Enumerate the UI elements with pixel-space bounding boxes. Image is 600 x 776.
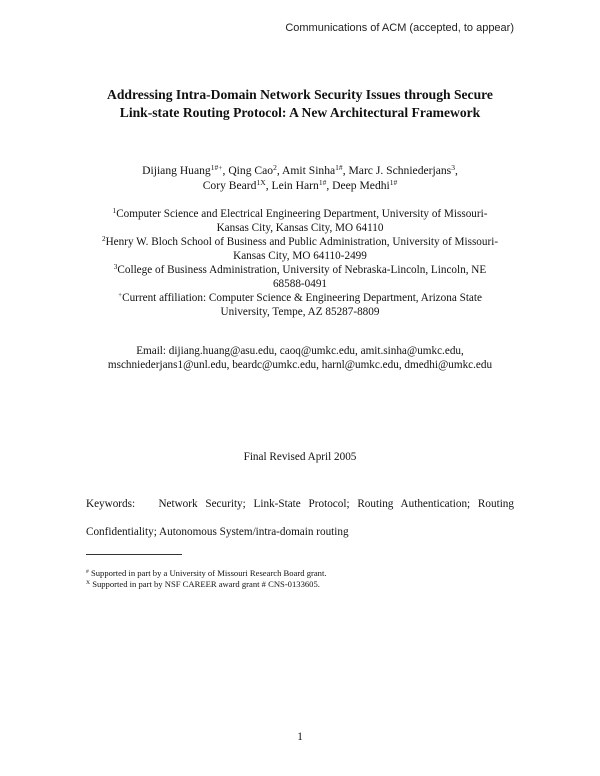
- author-mark: 1#+: [210, 162, 223, 172]
- page-number: 1: [297, 731, 303, 743]
- title-line-2: Link-state Routing Protocol: A New Architectural Framework: [119, 105, 481, 120]
- revision-date: Final Revised April 2005: [243, 451, 357, 463]
- affiliation-2-cont: Kansas City, MO 64110-2499: [233, 250, 367, 262]
- footnote-text: Supported in part by NSF CAREER award grant # CNS-0133605.: [92, 579, 320, 589]
- affiliation-text: College of Business Administration, University of Nebraska-Lincoln, Lincoln, NE: [117, 264, 487, 276]
- footnote-rule: [86, 554, 182, 555]
- affiliation-1-cont: Kansas City, Kansas City, MO 64110: [216, 222, 384, 234]
- footnote-mark: #: [86, 568, 89, 575]
- keywords: [86, 490, 514, 546]
- footnote-2: [86, 579, 516, 590]
- author-line-1: Dijiang Huang$^{1\#+}$, Qing Cao$^2$, Amit Sinha$^{1\#}$, Marc J. Schniederjans$^3$,: [142, 162, 458, 177]
- author-name: Marc J. Schniederjans: [348, 164, 452, 177]
- author-name: Qing Cao: [228, 164, 274, 177]
- affiliation-text: Computer Science and Electrical Engineering Department, University of Missouri-: [116, 208, 488, 220]
- author-mark: 1X: [256, 177, 266, 187]
- affiliation-3: [60, 263, 540, 277]
- email-line-1: Email: dijiang.huang@asu.edu, caoq@umkc.edu, amit.sinha@umkc.edu,: [136, 345, 464, 357]
- affiliation-text: Henry W. Bloch School of Business and Public Administration, University of Missouri-: [105, 236, 499, 248]
- author-name: Lein Harn: [271, 179, 319, 192]
- affiliation-mark: 2: [101, 235, 106, 243]
- affiliation-2: [60, 235, 540, 249]
- author-mark: 1#: [389, 177, 398, 187]
- footnotes: [86, 568, 516, 590]
- email-block: [40, 344, 560, 372]
- author-list: [50, 163, 550, 193]
- author-line-2: Cory Beard$^{1X}$, Lein Harn$^{1\#}$, Deep Medhi$^{1\#}$: [202, 177, 398, 192]
- keywords-label: Keywords:: [86, 498, 136, 510]
- affiliation-mark: 1: [112, 207, 117, 215]
- affiliation-mark: +: [118, 291, 123, 299]
- affiliation-3-cont: 68588-0491: [272, 278, 328, 290]
- email-line-2: mschniederjans1@unl.edu, beardc@umkc.edu, harnl@umkc.edu, dmedhi@umkc.edu: [107, 359, 493, 371]
- affiliation-list: [60, 207, 540, 319]
- affiliation-4: [60, 291, 540, 305]
- author-name: Deep Medhi: [332, 179, 390, 192]
- author-mark: 2: [273, 162, 277, 172]
- author-name: Cory Beard: [202, 179, 257, 192]
- paper-title: [50, 86, 550, 122]
- keywords-text: Network Security; Link-State Protocol; Routing Authentication; Routing Confidentiality; Autonomous System/intra-domain routing: [86, 498, 514, 538]
- author-name: Dijiang Huang: [142, 164, 211, 177]
- footnote-mark: X: [86, 579, 91, 586]
- affiliation-mark: 3: [113, 263, 118, 271]
- running-header: Communications of ACM (accepted, to appear): [285, 22, 514, 34]
- author-mark: 1#: [318, 177, 327, 187]
- affiliation-text: Current affiliation: Computer Science & Engineering Department, Arizona State: [122, 292, 482, 304]
- author-name: Amit Sinha: [282, 164, 336, 177]
- author-mark: 3: [451, 162, 455, 172]
- affiliation-4-cont: University, Tempe, AZ 85287-8809: [220, 306, 380, 318]
- footnote-text: Supported in part by a University of Missouri Research Board grant.: [90, 568, 327, 578]
- title-line-1: Addressing Intra-Domain Network Security Issues through Secure: [107, 87, 493, 102]
- author-mark: 1#: [335, 162, 343, 172]
- footnote-1: [86, 568, 516, 579]
- affiliation-1: [60, 207, 540, 221]
